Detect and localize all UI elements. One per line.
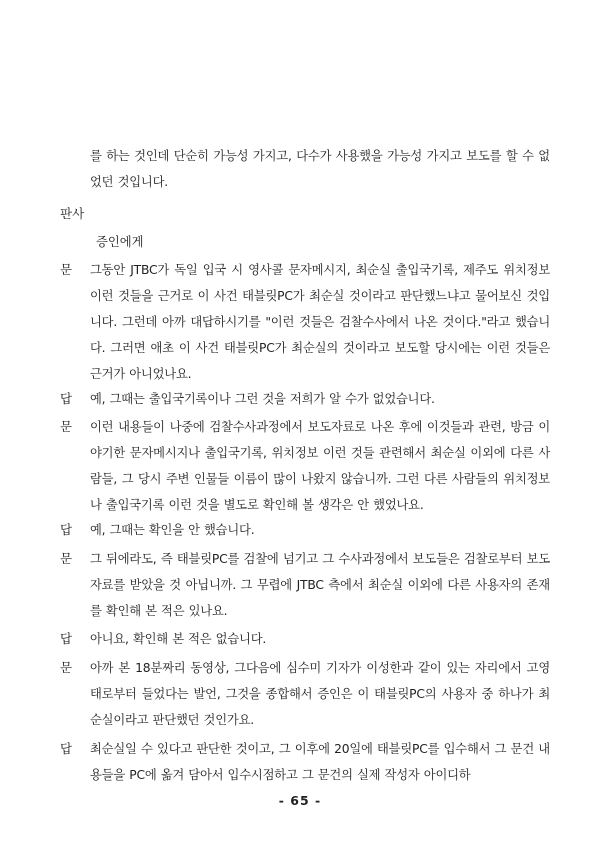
question-text: 아까 본 18분짜리 동영상, 그다음에 심수미 기자가 이성한과 같이 있는 자리에서 고영태로부터 들었다는 발언, 그것을 종합해서 증인은 이 태블릿PC의 사용자 중 하나가 최순실이라고 판단했던 것인가요.: [90, 661, 550, 727]
answer-marker: 답: [60, 741, 73, 756]
question-text: 그 뒤에라도, 즉 태블릿PC를 검찰에 넘기고 그 수사과정에서 보도들은 검찰로부터 보도자료를 받았을 것 아닙니까. 그 무렵에 JTBC 측에서 최순실 이외에 다른 사용자의 존재를 확인해 본 적은 있나요.: [90, 552, 550, 618]
question-marker: 문: [60, 551, 73, 566]
question-marker: 문: [60, 660, 73, 675]
answer-text: 아니요, 확인해 본 적은 없습니다.: [90, 632, 267, 646]
answer-marker: 답: [60, 631, 73, 646]
answer-text: 최순실일 수 있다고 판단한 것이고, 그 이후에 20일에 태블릿PC를 입수해서 그 문건 내용들을 PC에 옮겨 담아서 입수시점하고 그 문건의 실제 작성자 아이디하: [90, 742, 550, 782]
page-number: - 65 -: [278, 793, 322, 808]
answer-marker: 답: [60, 522, 73, 537]
continuation-paragraph: 를 하는 것인데 단순히 가능성 가지고, 다수가 사용했을 가능성 가지고 보도를 할 수 없었던 것입니다.: [90, 149, 550, 189]
question-text: 그동안 JTBC가 독일 입국 시 영사콜 문자메시지, 최순실 출입국기록, 제주도 위치정보 이런 것들을 근거로 이 사건 태블릿PC가 최순실 것이라고 판단했느냐고 물어보신 것입니다. 그런데 아까 대답하시기를 "이런 것들은 검찰수사에서 나온 것이다."라고 했습니다. 그러면 애초 이 사건 태블릿PC가 최순실의 것이라고 보도할 당시에는 이런 것들은 근거가 아니었나요.: [90, 263, 550, 381]
answer-text: 예, 그때는 확인을 안 했습니다.: [90, 523, 255, 537]
question-text: 이런 내용들이 나중에 검찰수사과정에서 보도자료로 나온 후에 이것들과 관련, 방금 이야기한 문자메시지나 출입국기록, 위치정보 이런 것들 관련해서 최순실 이외에 다른 사람들, 그 당시 주변 인물들 이름이 많이 나왔지 않습니까. 그런 다른 사람들의 위치정보나 출입국기록 이런 것을 별도로 확인해 볼 생각은 안 했었나요.: [90, 420, 550, 512]
judge-label: 판사: [60, 206, 85, 221]
answer-marker: 답: [60, 391, 73, 406]
answer-text: 예, 그때는 출입국기록이나 그런 것을 저희가 알 수가 없었습니다.: [90, 392, 435, 406]
question-marker: 문: [60, 262, 73, 277]
question-marker: 문: [60, 419, 73, 434]
judge-sub-label: 증인에게: [96, 235, 144, 249]
